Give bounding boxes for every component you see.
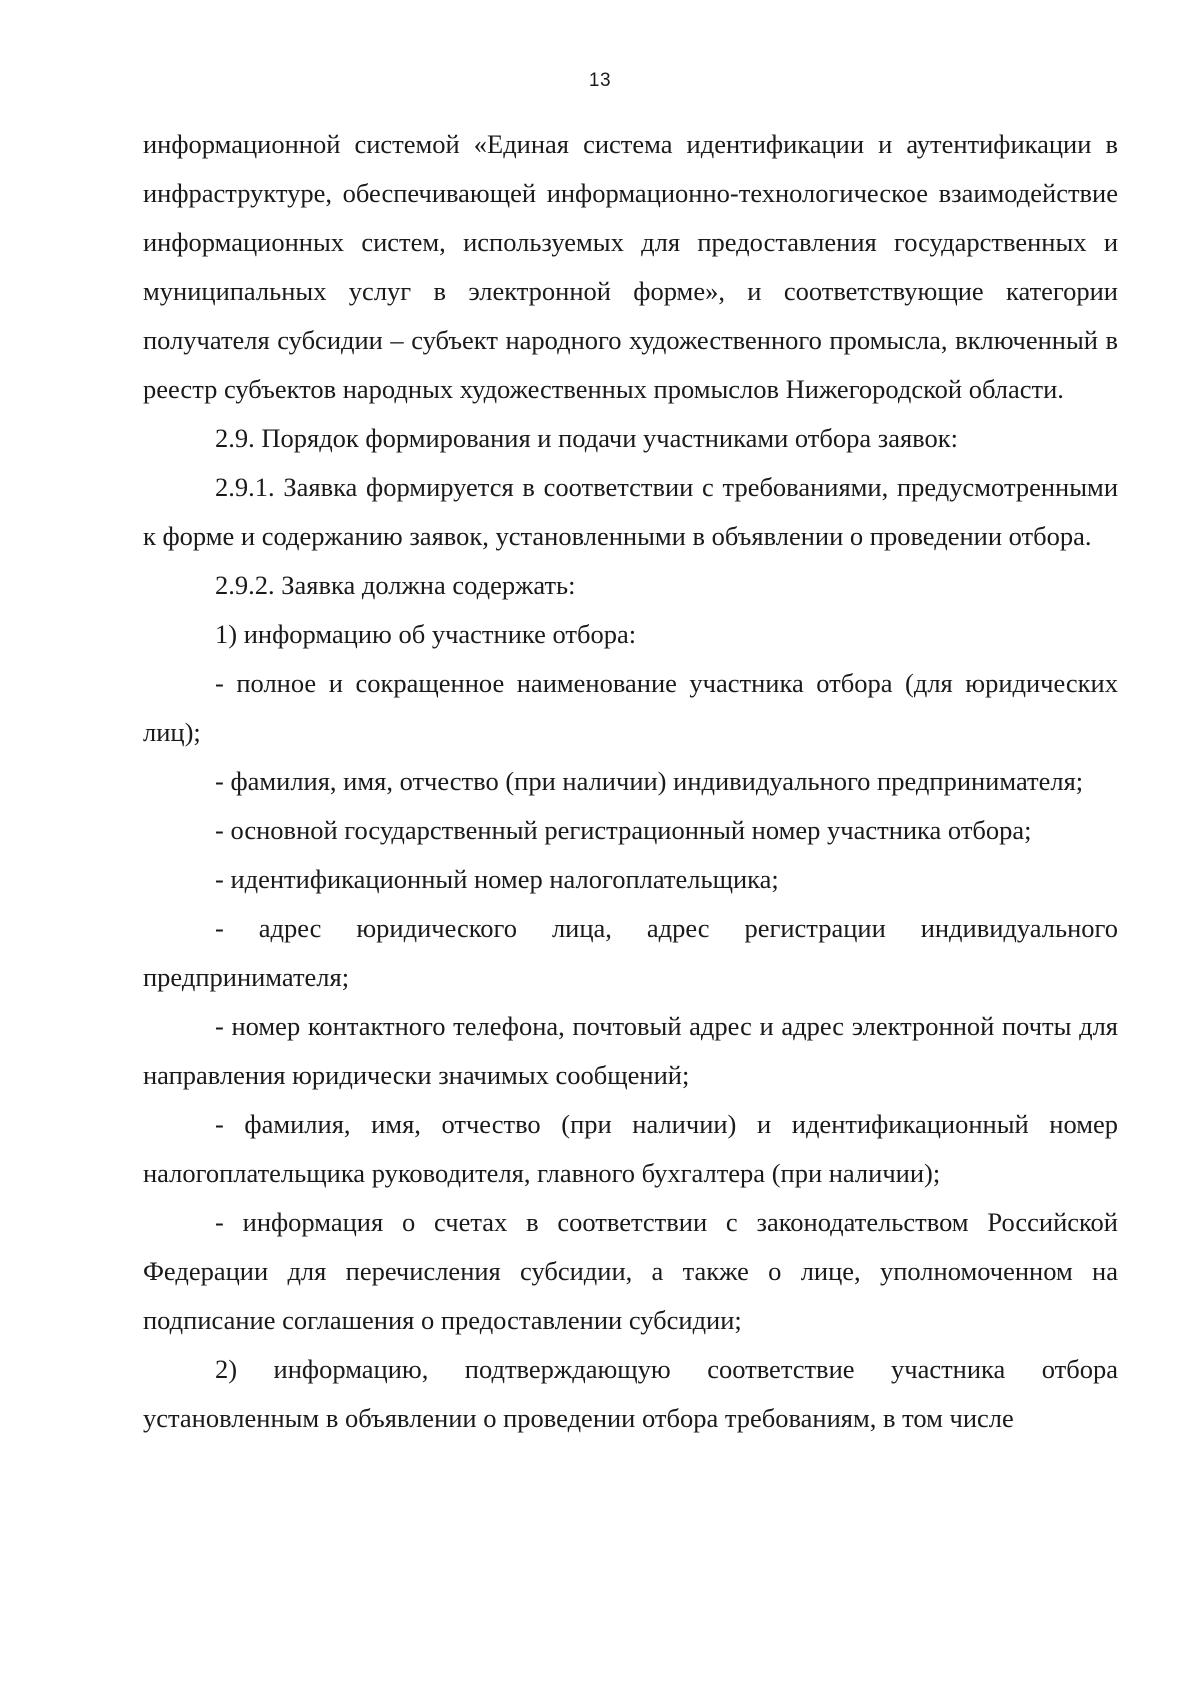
page-number: 13 <box>588 70 612 91</box>
list-item-compliance-info: 2) информацию, подтверждающую соответствие участника отбора установленным в объявлении о проведении отбора требованиям, в том числе <box>143 1354 1118 1433</box>
list-item-accounts: - информация о счетах в соответствии с законодательством Российской Федерации для перечисления субсидии, а также о лице, уполномоченном на подписание соглашения о предоставлении субсидии; <box>143 1207 1118 1335</box>
list-item-entrepreneur-name: - фамилия, имя, отчество (при наличии) индивидуального предпринимателя; <box>215 766 1084 796</box>
paragraph-section-2-9-1: 2.9.1. Заявка формируется в соответствии с требованиями, предусмотренными к форме и содержанию заявок, установленными в объявлении о проведении отбора. <box>143 472 1118 551</box>
list-item-participant-info: 1) информацию об участнике отбора: <box>215 619 637 649</box>
list-item-management: - фамилия, имя, отчество (при наличии) и идентификационный номер налогоплательщика руководителя, главного бухгалтера (при наличии); <box>143 1109 1118 1188</box>
document-body <box>143 120 1118 1443</box>
paragraph-section-2-9: 2.9. Порядок формирования и подачи участниками отбора заявок: <box>215 423 958 453</box>
list-item-ogrn: - основной государственный регистрационный номер участника отбора; <box>215 815 1032 845</box>
paragraph-continuation: информационной системой «Единая система идентификации и аутентификации в инфраструктуре, обеспечивающей информационно-технологическое взаимодействие информационных систем, используемых для предоставления государственных и муниципальных услуг в электронной форме», и соответствующие категории получателя субсидии – субъект народного художественного промысла, включенный в реестр субъектов народных художественных промыслов Нижегородской области. <box>143 129 1118 404</box>
list-item-contacts: - номер контактного телефона, почтовый адрес и адрес электронной почты для направления юридически значимых сообщений; <box>143 1011 1118 1090</box>
list-item-address: - адрес юридического лица, адрес регистрации индивидуального предпринимателя; <box>143 913 1118 992</box>
paragraph-section-2-9-2: 2.9.2. Заявка должна содержать: <box>215 570 576 600</box>
list-item-inn: - идентификационный номер налогоплательщика; <box>215 864 779 894</box>
list-item-full-name: - полное и сокращенное наименование участника отбора (для юридических лиц); <box>143 668 1118 747</box>
